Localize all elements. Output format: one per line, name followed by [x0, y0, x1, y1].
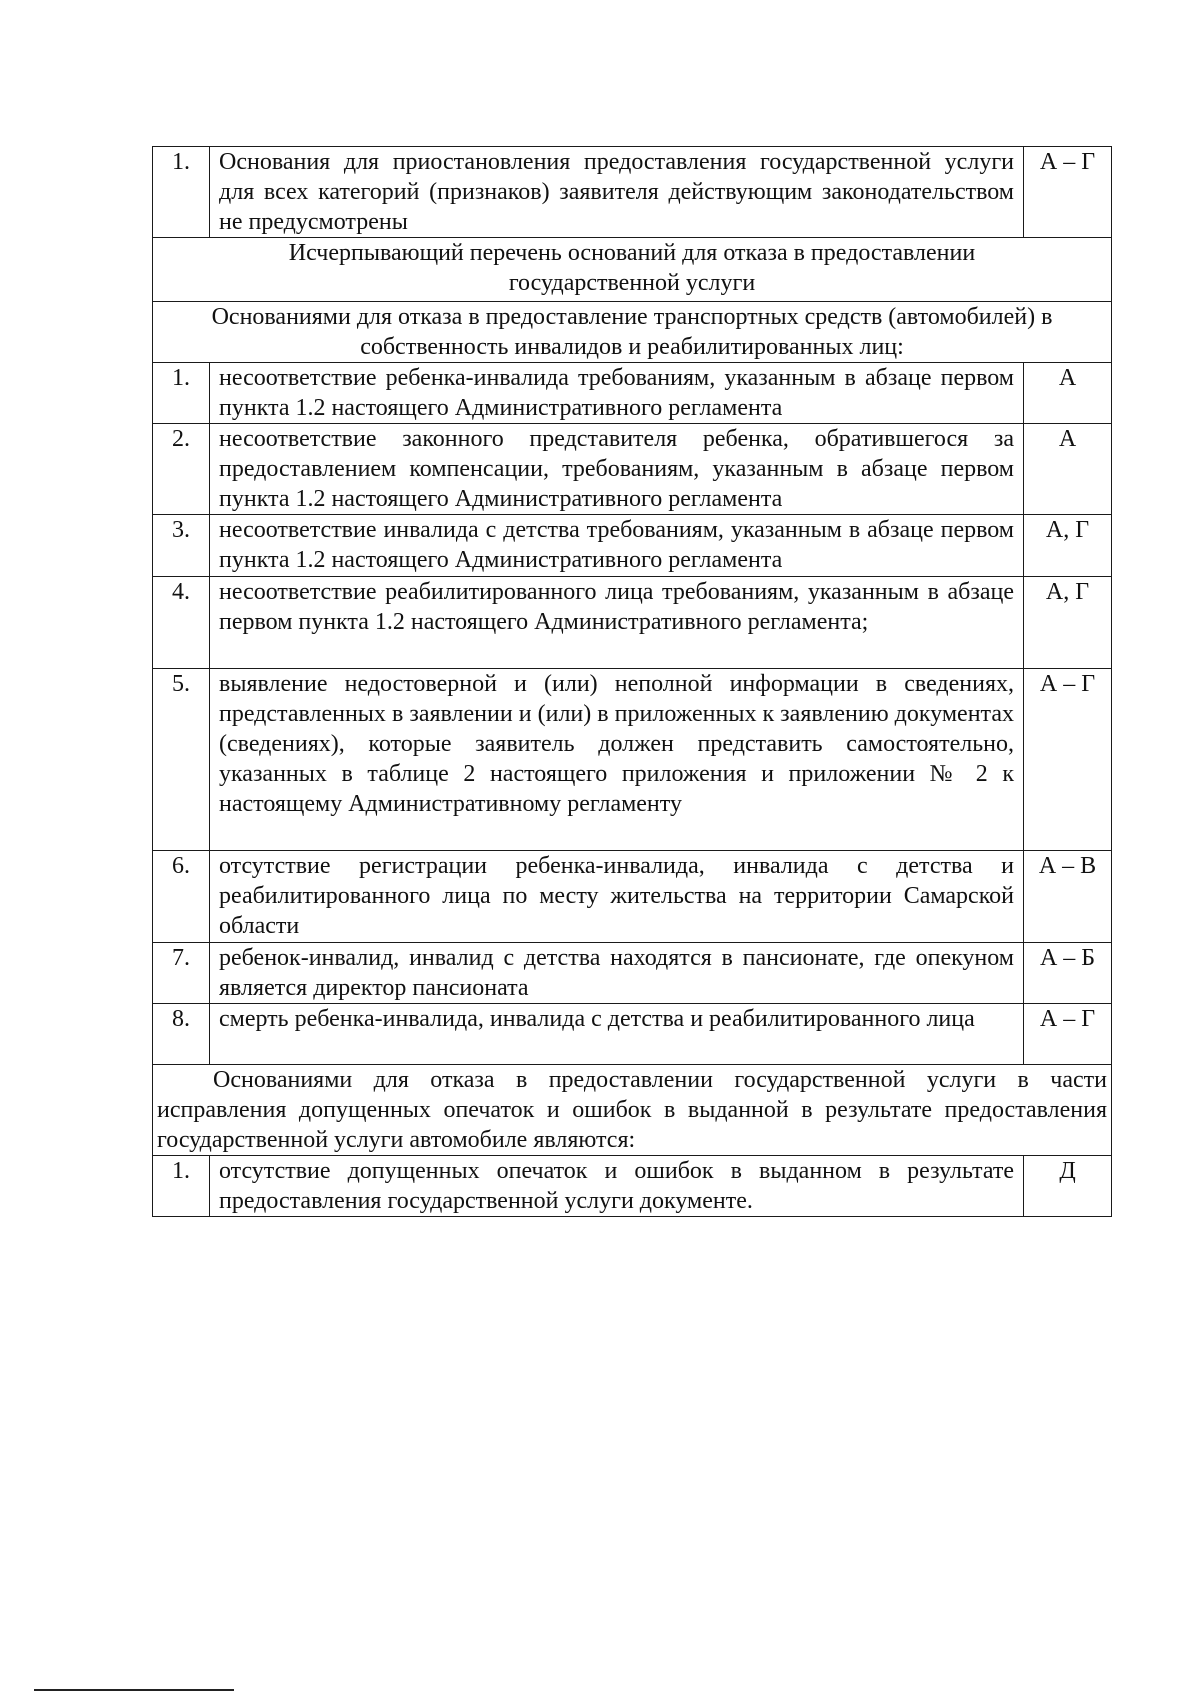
- row-number: 6.: [153, 851, 210, 943]
- row-text: Основания для приостановления предоставления государственной услуги для всех категорий (признаков) заявителя действующим законодательством не предусмотрены: [210, 147, 1024, 238]
- row-text: смерть ребенка-инвалида, инвалида с детства и реабилитированного лица: [210, 1004, 1024, 1065]
- table-row: [153, 943, 1112, 1004]
- row-number: 8.: [153, 1004, 210, 1065]
- section-heading-row: [153, 1065, 1112, 1156]
- row-category-code: А – Г: [1024, 1004, 1112, 1065]
- section-heading-row: [153, 302, 1112, 363]
- table-row: [153, 515, 1112, 577]
- vehicle-refusal-heading: Основаниями для отказа в предоставление транспортных средств (автомобилей) в собственность инвалидов и реабилитированных лиц:: [153, 302, 1112, 363]
- row-category-code: Д: [1024, 1156, 1112, 1217]
- row-text: ребенок-инвалид, инвалид с детства находятся в пансионате, где опекуном является директор пансионата: [210, 943, 1024, 1004]
- footnote-separator-line: [34, 1689, 234, 1691]
- row-number: 3.: [153, 515, 210, 577]
- row-text: отсутствие допущенных опечаток и ошибок в выданном в результате предоставления государственной услуги документе.: [210, 1156, 1024, 1217]
- table-row: [153, 363, 1112, 424]
- row-number: 5.: [153, 669, 210, 851]
- row-text: несоответствие законного представителя ребенка, обратившегося за предоставлением компенсации, требованиям, указанным в абзаце первом пункта 1.2 настоящего Административного регламента: [210, 424, 1024, 515]
- row-category-code: А – Г: [1024, 147, 1112, 238]
- row-number: 1.: [153, 1156, 210, 1217]
- row-category-code: А – Б: [1024, 943, 1112, 1004]
- table-row: [153, 577, 1112, 669]
- table-row: [153, 669, 1112, 851]
- table-row: [153, 851, 1112, 943]
- row-category-code: А – В: [1024, 851, 1112, 943]
- row-number: 1.: [153, 147, 210, 238]
- row-category-code: А, Г: [1024, 515, 1112, 577]
- row-text: несоответствие ребенка-инвалида требованиям, указанным в абзаце первом пункта 1.2 настоящего Административного регламента: [210, 363, 1024, 424]
- table-row: [153, 1156, 1112, 1217]
- table-row: [153, 424, 1112, 515]
- row-text: выявление недостоверной и (или) неполной информации в сведениях, представленных в заявлении и (или) в приложенных к заявлению документах (сведениях), которые заявитель должен представить самостоятельно, указанных в таблице 2 настоящего приложения и приложении № 2 к настоящему Административному регламенту: [210, 669, 1024, 851]
- row-number: 1.: [153, 363, 210, 424]
- corrections-refusal-heading: Основаниями для отказа в предоставлении государственной услуги в части исправления допущенных опечаток и ошибок в выданной в результате предоставления государственной услуги автомобиле являются:: [153, 1065, 1112, 1156]
- table-row: [153, 1004, 1112, 1065]
- row-number: 7.: [153, 943, 210, 1004]
- table-row: [153, 147, 1112, 238]
- row-category-code: А: [1024, 424, 1112, 515]
- row-number: 2.: [153, 424, 210, 515]
- row-category-code: А – Г: [1024, 669, 1112, 851]
- row-category-code: А, Г: [1024, 577, 1112, 669]
- section-heading-row: [153, 238, 1112, 302]
- row-number: 4.: [153, 577, 210, 669]
- row-category-code: А: [1024, 363, 1112, 424]
- grounds-table: [152, 146, 1112, 1217]
- row-text: отсутствие регистрации ребенка-инвалида, инвалида с детства и реабилитированного лица по месту жительства на территории Самарской области: [210, 851, 1024, 943]
- row-text: несоответствие инвалида с детства требованиям, указанным в абзаце первом пункта 1.2 настоящего Административного регламента: [210, 515, 1024, 577]
- refusal-list-heading: Исчерпывающий перечень оснований для отказа в предоставлении государственной услуги: [153, 238, 1112, 302]
- row-text: несоответствие реабилитированного лица требованиям, указанным в абзаце первом пункта 1.2 настоящего Административного регламента;: [210, 577, 1024, 669]
